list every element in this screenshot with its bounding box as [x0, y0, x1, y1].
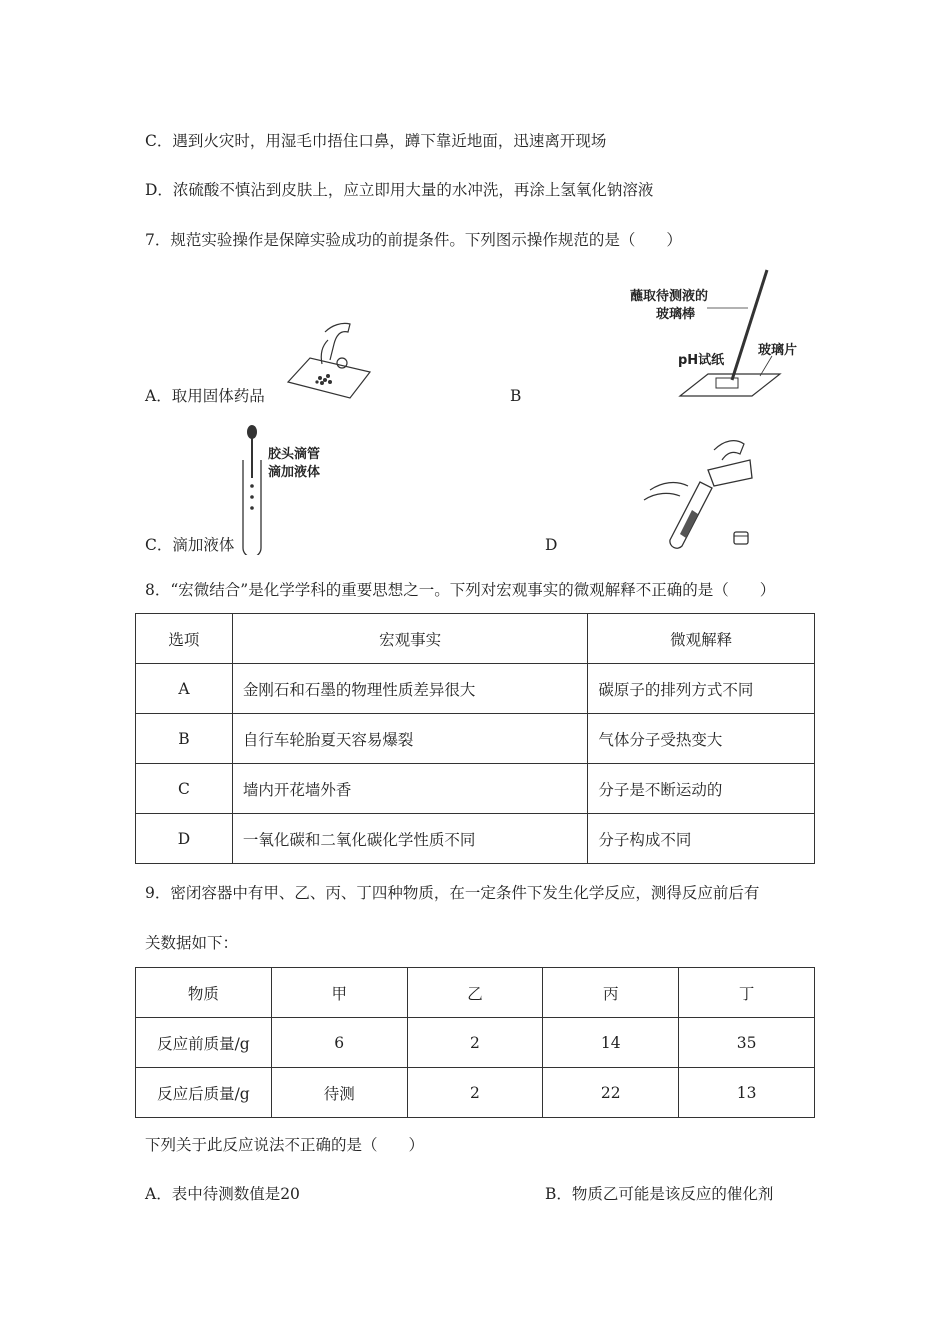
figure-d-image [640, 430, 770, 550]
table-cell: 22 [543, 1068, 679, 1118]
figure-b-label-2: 玻璃棒 [656, 307, 696, 322]
table-cell: 14 [543, 1018, 679, 1068]
table-cell: C [136, 764, 233, 814]
table-header-cell: 丙 [543, 968, 679, 1018]
table-row [136, 1018, 815, 1068]
table-cell: 气体分子受热变大 [588, 714, 815, 764]
q9-option-a: A．表中待测数值是20 [145, 1185, 300, 1203]
table-cell: 墙内开花墙外香 [232, 764, 587, 814]
figure-b-image [612, 268, 822, 408]
table-cell: 金刚石和石墨的物理性质差异很大 [232, 664, 587, 714]
table-cell: A [136, 664, 233, 714]
figure-a-image [270, 320, 380, 405]
table-cell: 自行车轮胎夏天容易爆裂 [232, 714, 587, 764]
table-cell: B [136, 714, 233, 764]
figure-b-label-1: 蘸取待测液的 [630, 289, 709, 304]
table-cell: 一氧化碳和二氧化碳化学性质不同 [232, 814, 587, 864]
figure-c-image [238, 420, 368, 555]
table-header-cell: 丁 [679, 968, 815, 1018]
option-a-label: A．取用固体药品 [145, 387, 265, 405]
table-cell: D [136, 814, 233, 864]
figure-c-label-1: 胶头滴管 [268, 447, 321, 462]
table-cell: 2 [407, 1068, 543, 1118]
question-7: 7．规范实验操作是保障实验成功的前提条件。下列图示操作规范的是（ ） [145, 231, 682, 249]
table-row [136, 814, 815, 864]
table-cell: 2 [407, 1018, 543, 1068]
table-cell: 碳原子的排列方式不同 [588, 664, 815, 714]
figure-c-label-2: 滴加液体 [268, 465, 321, 480]
question-9-line-1: 9．密闭容器中有甲、乙、丙、丁四种物质，在一定条件下发生化学反应，测得反应前后有 [145, 884, 760, 902]
table-header-cell: 甲 [271, 968, 407, 1018]
table-cell: 分子构成不同 [588, 814, 815, 864]
table-header-cell: 选项 [136, 614, 233, 664]
table-cell: 6 [271, 1018, 407, 1068]
table-header-cell: 宏观事实 [232, 614, 587, 664]
option-d-q6: D．浓硫酸不慎沾到皮肤上，应立即用大量的水冲洗，再涂上氢氧化钠溶液 [145, 181, 654, 199]
table-header-cell: 乙 [407, 968, 543, 1018]
table-cell: 反应前质量/g [136, 1018, 272, 1068]
table-row [136, 714, 815, 764]
table-header-cell: 微观解释 [588, 614, 815, 664]
table-row [136, 664, 815, 714]
question-9-line-2: 关数据如下： [145, 934, 239, 952]
question-9-prompt: 下列关于此反应说法不正确的是（ ） [145, 1136, 425, 1154]
table-row [136, 1068, 815, 1118]
figure-b-label-3: pH试纸 [678, 353, 725, 368]
table-cell: 35 [679, 1018, 815, 1068]
table-cell: 待测 [271, 1068, 407, 1118]
table-cell: 反应后质量/g [136, 1068, 272, 1118]
question-8: 8．“宏微结合”是化学学科的重要思想之一。下列对宏观事实的微观解释不正确的是（ ） [145, 581, 776, 599]
table-header-cell: 物质 [136, 968, 272, 1018]
table-row [136, 764, 815, 814]
q9-option-b: B．物质乙可能是该反应的催化剂 [545, 1185, 774, 1203]
table-header-row [136, 614, 815, 664]
table-header-row [136, 968, 815, 1018]
figure-b-label-4: 玻璃片 [758, 343, 798, 358]
table-q9 [135, 967, 815, 1118]
table-cell: 分子是不断运动的 [588, 764, 815, 814]
option-c-q6: C．遇到火灾时，用湿毛巾捂住口鼻，蹲下靠近地面，迅速离开现场 [145, 132, 607, 150]
option-c-label: C．滴加液体 [145, 536, 235, 554]
option-d-label: D [545, 536, 558, 554]
table-cell: 13 [679, 1068, 815, 1118]
option-b-label: B [510, 387, 522, 405]
table-q8 [135, 613, 815, 864]
